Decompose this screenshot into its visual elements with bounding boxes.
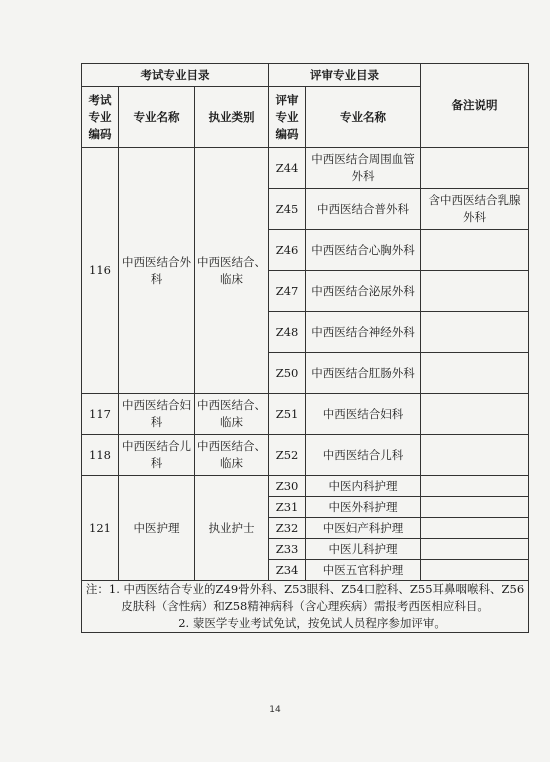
header-review-name: 专业名称 [306,87,421,148]
review-name-cell: 中西医结合神经外科 [306,312,421,353]
review-code-cell: Z33 [269,539,306,560]
remark-cell: 含中西医结合乳腺外科 [421,189,529,230]
review-name-cell: 中医五官科护理 [306,560,421,581]
review-name-cell: 中西医结合肛肠外科 [306,353,421,394]
review-name-cell: 中西医结合普外科 [306,189,421,230]
practice-type-cell: 中西医结合、临床 [195,148,269,394]
review-name-cell: 中医妇产科护理 [306,518,421,539]
remark-cell [421,539,529,560]
review-code-cell: Z30 [269,476,306,497]
review-name-cell: 中医外科护理 [306,497,421,518]
header-exam-name: 专业名称 [119,87,195,148]
exam-code-cell: 116 [82,148,119,394]
review-name-cell: 中西医结合心胸外科 [306,230,421,271]
note-1: 注：1. 中西医结合专业的Z49骨外科、Z53眼科、Z54口腔科、Z55耳鼻咽喉科、Z56皮肤科（含性病）和Z58精神病科（含心理疾病）需报考西医相应科目。 [85,582,525,613]
notes-row [82,581,529,633]
remark-cell [421,312,529,353]
table-row [82,435,529,476]
remark-cell [421,353,529,394]
specialty-table [81,63,529,633]
page-number: 14 [269,705,281,715]
header-exam-catalog: 考试专业目录 [82,64,269,87]
exam-code-cell: 117 [82,394,119,435]
note-2: 2. 蒙医学专业考试免试，按免试人员程序参加评审。 [178,616,446,630]
remark-cell [421,560,529,581]
header-remarks: 备注说明 [421,64,529,148]
exam-code-cell: 118 [82,435,119,476]
header-practice-type: 执业类别 [195,87,269,148]
table-row [82,394,529,435]
review-name-cell: 中医内科护理 [306,476,421,497]
review-code-cell: Z46 [269,230,306,271]
remark-cell [421,394,529,435]
header-row-top [82,64,529,87]
notes-cell [82,581,529,633]
exam-name-cell: 中西医结合儿科 [119,435,195,476]
header-exam-code: 考试专业编码 [82,87,119,148]
review-code-cell: Z52 [269,435,306,476]
review-name-cell: 中西医结合妇科 [306,394,421,435]
table-row [82,148,529,189]
header-review-catalog: 评审专业目录 [269,64,421,87]
review-code-cell: Z47 [269,271,306,312]
review-code-cell: Z32 [269,518,306,539]
table-row [82,476,529,497]
practice-type-cell: 执业护士 [195,476,269,581]
practice-type-cell: 中西医结合、临床 [195,435,269,476]
review-name-cell: 中西医结合泌尿外科 [306,271,421,312]
review-code-cell: Z45 [269,189,306,230]
table-body [82,64,529,581]
review-name-cell: 中西医结合周围血管外科 [306,148,421,189]
remark-cell [421,518,529,539]
exam-name-cell: 中西医结合妇科 [119,394,195,435]
review-code-cell: Z31 [269,497,306,518]
review-name-cell: 中医儿科护理 [306,539,421,560]
review-name-cell: 中西医结合儿科 [306,435,421,476]
header-review-code: 评审专业编码 [269,87,306,148]
remark-cell [421,497,529,518]
exam-name-cell: 中西医结合外科 [119,148,195,394]
review-code-cell: Z50 [269,353,306,394]
review-code-cell: Z34 [269,560,306,581]
remark-cell [421,148,529,189]
review-code-cell: Z44 [269,148,306,189]
exam-code-cell: 121 [82,476,119,581]
remark-cell [421,435,529,476]
remark-cell [421,230,529,271]
practice-type-cell: 中西医结合、临床 [195,394,269,435]
review-code-cell: Z51 [269,394,306,435]
exam-name-cell: 中医护理 [119,476,195,581]
remark-cell [421,476,529,497]
review-code-cell: Z48 [269,312,306,353]
remark-cell [421,271,529,312]
